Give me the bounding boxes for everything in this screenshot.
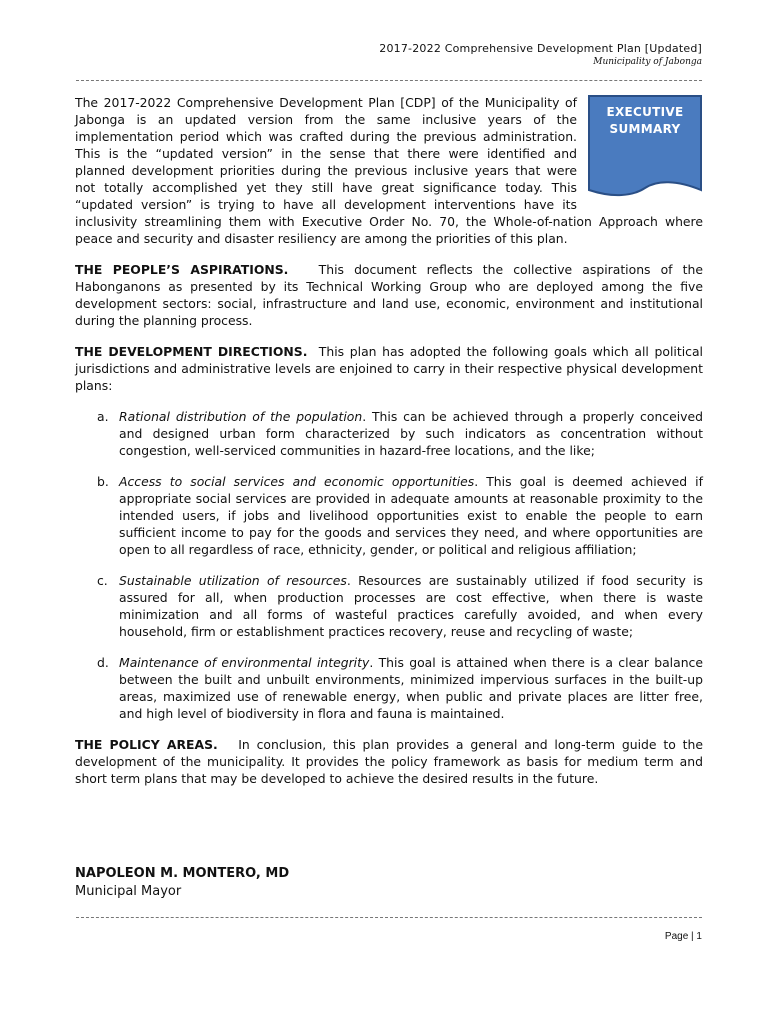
goal-title: Rational distribution of the population <box>119 409 363 424</box>
executive-summary-badge <box>587 94 703 198</box>
footer-divider <box>76 917 702 918</box>
header-title: 2017-2022 Comprehensive Development Plan [Updated] <box>379 42 702 55</box>
directions-paragraph <box>75 343 703 394</box>
document-body <box>75 94 703 801</box>
policy-paragraph <box>75 736 703 787</box>
intro-paragraph: The 2017-2022 Comprehensive Development Plan [CDP] of the Municipality of Jabonga is an updated version from the same inclusive years of the implementation period which was crafted during the previous administration. This is the “updated version” in the sense that there were identified and planned development priorities during the previous inclusive years that were not totally accomplished yet they still have great significance today. This “updated version” is trying to have all development interventions have its inclusivity streamlining them with Executive Order No. 70, the Whole-of-nation Approach where peace and security and disaster resiliency are among the priorities of this plan. <box>75 95 703 246</box>
goal-title: Access to social services and economic opportunities <box>119 474 475 489</box>
page-number: Page | 1 <box>664 931 702 942</box>
list-item <box>97 572 703 640</box>
list-item <box>97 654 703 722</box>
aspirations-paragraph <box>75 261 703 329</box>
signatory-role: Municipal Mayor <box>75 884 182 899</box>
aspirations-text: This document reflects the collective aspirations of the Habonganons as presented by its Technical Working Group who are deployed among the five development sectors: social, infrastructure and land use, economic, environment and institutional during the planning process. <box>75 262 703 328</box>
list-marker: d. <box>97 655 109 670</box>
badge-line-1: EXECUTIVE <box>606 105 684 119</box>
aspirations-heading: THE PEOPLE’S ASPIRATIONS. <box>75 262 289 277</box>
goal-text: . This can be achieved through a properly conceived and designed urban form characterized by such indicators as concentration without congestion, well-serviced communities in hazard-free locations, and the like; <box>119 409 703 458</box>
goal-text: . This goal is attained when there is a clear balance between the built and unbuilt environments, minimized impervious surfaces in the built-up areas, maximized use of renewable energy, when public and private places are litter free, and high level of biodiversity in flora and fauna is maintained. <box>119 655 703 721</box>
page-header <box>379 42 702 67</box>
policy-text: In conclusion, this plan provides a general and long-term guide to the development of the municipality. It provides the policy framework as basis for medium term and short term plans that may be developed to achieve the desired results in the future. <box>75 737 703 786</box>
goal-text: . This goal is deemed achieved if appropriate social services are provided in adequate amounts at reasonable proximity to the intended users, if jobs and livelihood opportunities exist to enable the people to earn sufficient income to pay for the goods and services they need, and where opportunities are open to all regardless of race, ethnicity, gender, or political and religious affiliation; <box>119 474 703 557</box>
list-marker: a. <box>97 409 109 424</box>
list-item <box>97 408 703 459</box>
signatory-name: NAPOLEON M. MONTERO, MD <box>75 866 290 881</box>
badge-label <box>587 104 703 138</box>
badge-line-2: SUMMARY <box>609 122 681 136</box>
goal-title: Maintenance of environmental integrity <box>119 655 370 670</box>
list-marker: c. <box>97 573 108 588</box>
directions-text: This plan has adopted the following goals which all political jurisdictions and administrative levels are enjoined to carry in their respective physical development plans: <box>75 344 703 393</box>
list-item <box>97 473 703 558</box>
directions-heading: THE DEVELOPMENT DIRECTIONS. <box>75 344 308 359</box>
list-marker: b. <box>97 474 109 489</box>
goal-text: . Resources are sustainably utilized if food security is assured for all, when production processes are cost effective, when there is waste minimization and all forms of wasteful practices carefully avoided, and when every household, firm or establishment practices recovery, reuse and recycling of waste; <box>119 573 703 639</box>
header-subtitle: Municipality of Jabonga <box>593 57 702 67</box>
policy-heading: THE POLICY AREAS. <box>75 737 218 752</box>
signature-block <box>75 866 289 899</box>
header-divider <box>76 80 702 81</box>
goals-list <box>75 408 703 722</box>
goal-title: Sustainable utilization of resources <box>119 573 347 588</box>
